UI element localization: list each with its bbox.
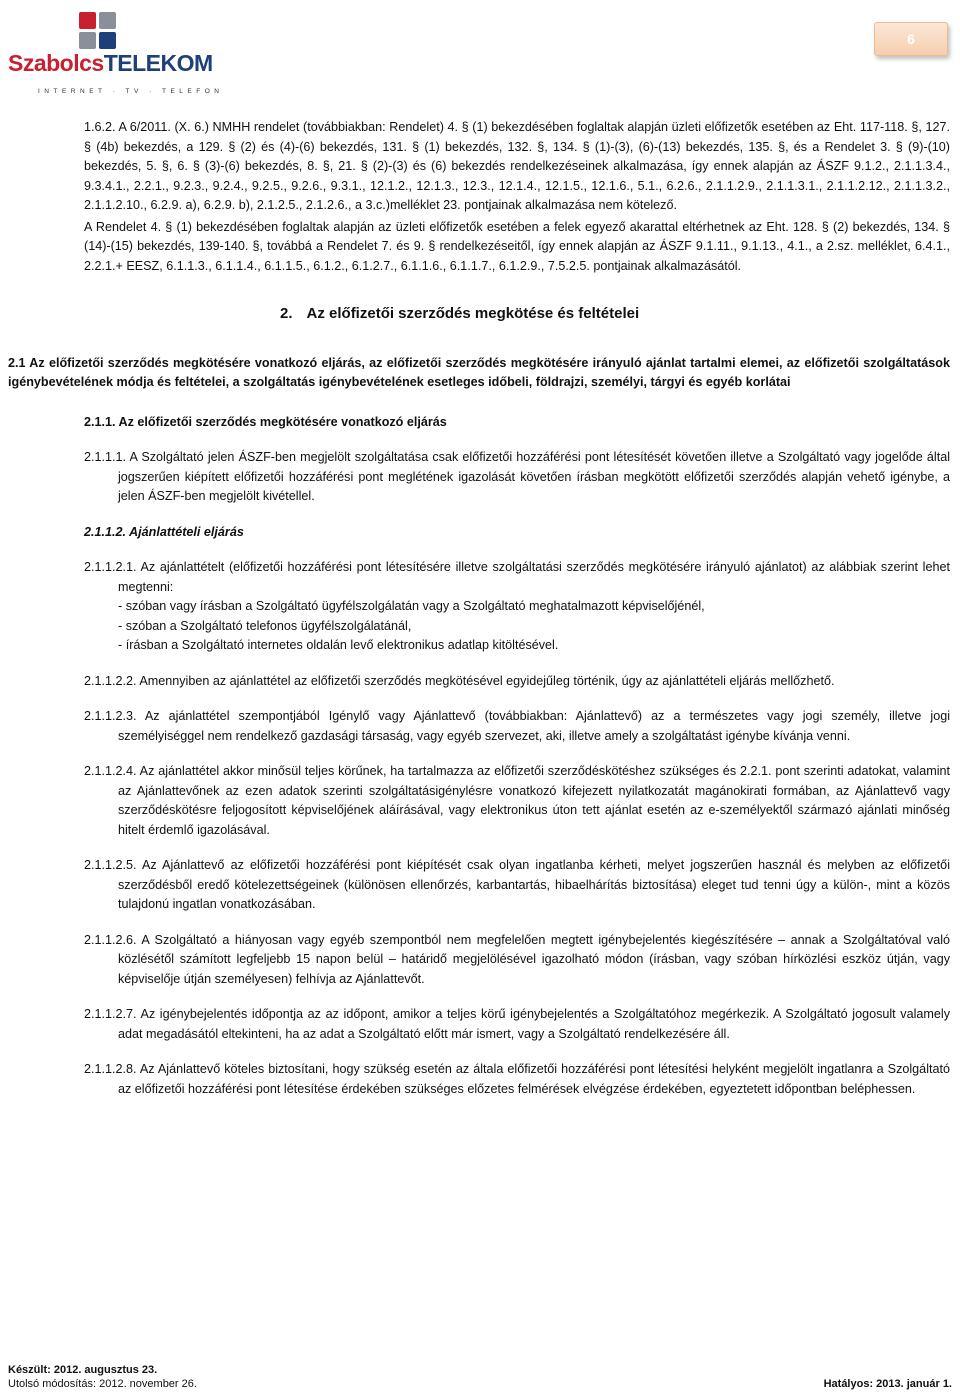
modified-date: Utolsó módosítás: 2012. november 26. (8, 1378, 197, 1390)
paragraph-2-1-1-2-3: 2.1.1.2.3. Az ajánlattétel szempontjából Igénylő vagy Ajánlattevő (továbbiakban: Ajánlattevő) az a természetes vagy jogi személy, illetve jogi személyiséggel nem rendelkező gazdasági társaság, vagy egyéb szervezet, aki, illetve amely a szolgáltatást igénybe kívánja venni. (84, 709, 950, 743)
paragraph-2-1-1-2-5: 2.1.1.2.5. Az Ajánlattevő az előfizetői hozzáférési pont kiépítését csak olyan ingatlanba kérheti, melyet jogszerűen használ és melyben az előfizetői szerződésből eredő kötelezettségeinek (különösen ellenőrzés, karbantartás, hibaelhárítás biztosítása) eleget tud tenni úgy a külön-, mint a közös tulajdonú ingatlan vonatkozásában. (84, 858, 950, 911)
paragraph-2-1-1-2-2: 2.1.1.2.2. Amennyiben az ajánlattétel az előfizetői szerződés megkötésével egyidejűleg történik, úgy az ajánlattételi eljárás mellőzhető. (84, 673, 835, 688)
intro-section (84, 118, 950, 276)
heading-2-1-1-2: 2.1.1.2. Ajánlattételi eljárás (84, 524, 244, 539)
logo-tagline: INTERNET · TV · TELEFON (38, 88, 224, 95)
intro-paragraph-1: 1.6.2. A 6/2011. (X. 6.) NMHH rendelet (továbbiakban: Rendelet) 4. § (1) bekezdésében foglaltak alapján üzleti előfizetők esetében az Eht. 117-118. §, 127. § (4b) bekezdés, a 129. § (2) és (4)-(6) bekezdés, 131. § (1) bekezdés, 132. §, 134. § (1)-(3), (6)-(13) bekezdés, 135. §, és a Rendelet 3. § (9)-(10) bekezdés, 5. §, 6. § (3)-(6) bekezdés, 8. §, 21. § (2)-(3) és (6) bekezdés rendelkezéseinek alkalmazása, így ennek alapján az ÁSZF 9.1.2., 2.1.1.3.4., 9.3.4.1., 2.2.1., 9.2.3., 9.2.4., 9.2.5., 9.2.6., 9.3.1., 12.1.2., 12.1.3., 12.3., 12.1.4., 12.1.5., 12.1.6., 5.1., 6.2.6., 2.1.1.2.9., 2.1.1.3.1., 2.1.1.2.12., 2.1.1.3.2., 2.1.1.2.10., 6.2.9. a), 6.2.9. b), 2.1.2.5., 2.1.2.6., a 3.c.)melléklet 23. pontjainak alkalmazása nem kötelező. (84, 120, 950, 212)
szabolcstelekom-logo (8, 10, 224, 95)
paragraph-2-1-1-2-4: 2.1.1.2.4. Az ajánlattétel akkor minősül teljes körűnek, ha tartalmazza az előfizetői szerződéskötéshez szükséges és 2.2.1. pont szerinti adatokat, valamint az Ajánlattevőnek az ezen adatok szerinti szolgáltatásigénylésre vonatkozó kifejezett nyilatkozatát magánokirati formában, az Ajánlattevő vagy szerződéskötésre feljogosított képviselőjének aláírásával, vagy elektronikus úton tett ajánlat esetén az e-személyektől származó ajánlati minőség hitelt érdemlő igazolásával. (84, 764, 950, 837)
logo-wordmark: SzabolcsTELEKOM (8, 50, 213, 76)
paragraph-2-1-1-2-6: 2.1.1.2.6. A Szolgáltató a hiányosan vagy egyéb szempontból nem megfelelően megtett igénybejelentés kiegészítésére – annak a Szolgáltatóval való közlésétől számított legfeljebb 15 napon belül – határidő megjelölésével igazolható módon (írásban, vagy szóban hírközlési eszköz útján, vagy képviselője útján személyesen) felhívja az Ajánlattevőt. (84, 932, 950, 986)
paragraph-2-1-1-2-7: 2.1.1.2.7. Az igénybejelentés időpontja az az időpont, amikor a teljes körű igénybejelentés a Szolgáltatóhoz megérkezik. A Szolgáltató jogosult valamely adat megadásától eltekinteni, ha az adat a Szolgáltató előtt már ismert, vagy a Szolgáltató rendelkezésére áll. (84, 1007, 950, 1041)
paragraph-2-1: 2.1 Az előfizetői szerződés megkötésére vonatkozó eljárás, az előfizetői szerződés megkötésére irányuló ajánlat tartalmi elemei, az előfizetői szolgáltatások igénybevételének módja és feltételei, a szolgáltatás igénybevételének esetleges időbeli, földrajzi, személyi, tárgyi és egyéb korlátai (8, 355, 950, 389)
effective-date: Hatályos: 2013. január 1. (823, 1378, 952, 1390)
paragraph-2-1-1-1: 2.1.1.1. A Szolgáltató jelen ÁSZF-ben megjelölt szolgáltatása csak előfizetői hozzáférési pont létesítését követően illetve a Szolgáltató vagy jogelőde által jogszerűen kiépített előfizetői hozzáférési pont meglétének igazolását követően írásban megkötött előfizetői szerződés alapján vehető igénybe, a jelen ÁSZF-ben megjelölt kivétellel. (84, 450, 950, 503)
heading-2-1-1: 2.1.1. Az előfizetői szerződés megkötésére vonatkozó eljárás (84, 414, 447, 429)
logo-squares-icon (79, 12, 117, 50)
page-number-badge: 6 (874, 22, 948, 56)
list-item: - szóban vagy írásban a Szolgáltató ügyfélszolgálatán vagy a Szolgáltató meghatalmazott képviselőjénél, (118, 599, 705, 613)
paragraph-2-1-1-2-1: 2.1.1.2.1. Az ajánlattételt (előfizetői hozzáférési pont létesítésére illetve szolgáltatási szerződés megkötésére irányuló ajánlatot) az alábbiak szerint lehet megtenni: - szóban vagy írásban a Szolgáltató ügyfélszolgálatán vagy a Szolgáltató meghatalmazott képviselőjénél, - szóban a Szolgáltató telefonos ügyfélszolgálatánál, - írásban a Szolgáltató internetes oldalán levő elektronikus adatlap kitöltésével. (84, 558, 950, 656)
created-date: Készült: 2012. augusztus 23. (8, 1364, 158, 1376)
section-title: 2. Az előfizetői szerződés megkötése és feltételei (280, 305, 640, 322)
document-body (8, 118, 950, 1099)
intro-paragraph-2: A Rendelet 4. § (1) bekezdésében foglaltak alapján az üzleti előfizetők esetében a felek egyező akarattal eltérhetnek az Eht. 128. § (2) bekezdés, 134. § (14)-(15) bekezdés, 139-140. §, továbbá a Rendelet 7. és 9. § rendelkezéseitől, így ennek alapján az ÁSZF 9.1.11., 9.1.13., 4.1., a 2.sz. melléklet, 6.4.1., 2.2.1.+ EESZ, 6.1.1.3., 6.1.1.4., 6.1.1.5., 6.1.2., 6.1.2.7., 6.1.1.6., 6.1.1.7., 6.1.2.9., 7.5.2.5. pontjainak alkalmazásától. (84, 219, 950, 273)
page-footer (8, 1363, 952, 1391)
list-item: - írásban a Szolgáltató internetes oldalán levő elektronikus adatlap kitöltésével. (118, 638, 559, 652)
paragraph-2-1-1-2-8: 2.1.1.2.8. Az Ajánlattevő köteles biztosítani, hogy szükség esetén az általa előfizetői hozzáférési pont létesítési helyként megjelölt ingatlanra a Szolgáltató az előfizetői hozzáférési pont létesítése érdekében szükséges előzetes felmérések elvégzése érdekében, egyeztetett időpontban beléphessen. (84, 1062, 950, 1096)
list-item: - szóban a Szolgáltató telefonos ügyfélszolgálatánál, (118, 618, 412, 633)
